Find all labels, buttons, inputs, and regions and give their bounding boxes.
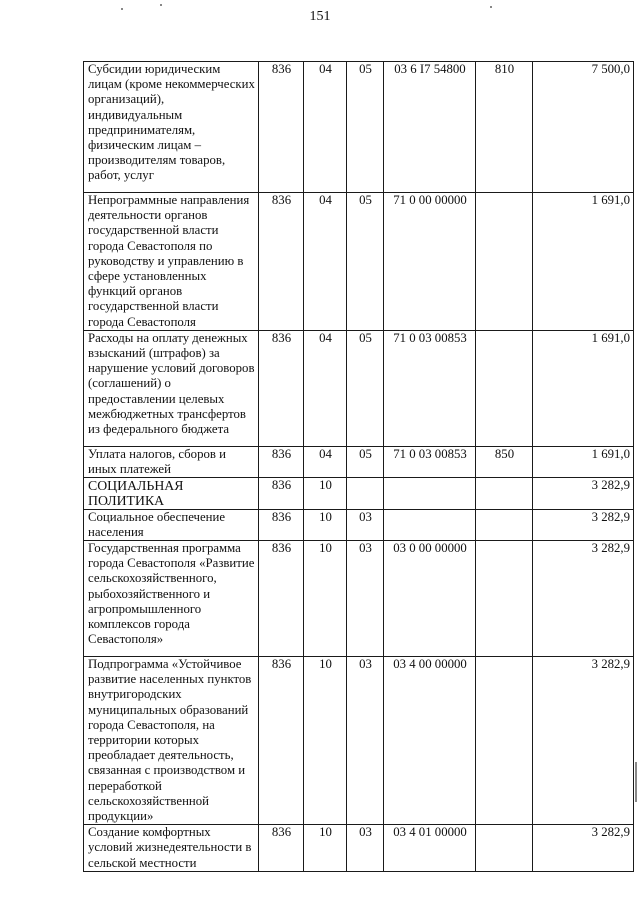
section-code: 10: [304, 657, 347, 825]
section-code: 10: [304, 541, 347, 657]
page-number: 151: [309, 9, 331, 24]
row-name: СОЦИАЛЬНАЯ ПОЛИТИКА: [84, 478, 259, 509]
subsection-code: 05: [347, 330, 384, 446]
section-code: 04: [304, 446, 347, 477]
target-article-code: 03 0 00 00000: [384, 541, 476, 657]
ministry-code: 836: [259, 541, 304, 657]
amount: 3 282,9: [533, 478, 634, 509]
target-article-code: [384, 478, 476, 509]
subsection-code: 03: [347, 509, 384, 540]
amount: 3 282,9: [533, 825, 634, 872]
section-code: 10: [304, 509, 347, 540]
ministry-code: 836: [259, 330, 304, 446]
subsection-code: 05: [347, 62, 384, 193]
ministry-code: 836: [259, 825, 304, 872]
target-article-code: 71 0 03 00853: [384, 446, 476, 477]
expense-type-code: [476, 330, 533, 446]
subsection-code: 03: [347, 657, 384, 825]
subsection-code: 03: [347, 541, 384, 657]
subsection-code: [347, 478, 384, 509]
table-row: [84, 825, 634, 872]
table-row: [84, 541, 634, 657]
target-article-code: 03 6 I7 54800: [384, 62, 476, 193]
amount: 7 500,0: [533, 62, 634, 193]
section-code: 04: [304, 62, 347, 193]
row-name: Расходы на оплату денежных взысканий (штрафов) за нарушение условий договоров (соглашений) о предоставлении целевых межбюджетных трансфертов из федерального бюджета: [84, 330, 259, 446]
expense-type-code: 810: [476, 62, 533, 193]
amount: 3 282,9: [533, 657, 634, 825]
budget-table: [83, 61, 634, 872]
table-row: [84, 446, 634, 477]
expense-type-code: 850: [476, 446, 533, 477]
subsection-code: 03: [347, 825, 384, 872]
scan-artifact: [635, 762, 637, 802]
scan-artifact: [121, 8, 123, 10]
expense-type-code: [476, 193, 533, 331]
target-article-code: 03 4 01 00000: [384, 825, 476, 872]
row-name: Непрограммные направления деятельности органов государственной власти города Севастополя по руководству и управлению в сфере установленных функций органов государственной власти города Севастополя: [84, 193, 259, 331]
target-article-code: 71 0 00 00000: [384, 193, 476, 331]
subsection-code: 05: [347, 446, 384, 477]
scan-artifact: [490, 6, 492, 8]
amount: 1 691,0: [533, 446, 634, 477]
target-article-code: 03 4 00 00000: [384, 657, 476, 825]
expense-type-code: [476, 825, 533, 872]
table-row: [84, 193, 634, 331]
expense-type-code: [476, 657, 533, 825]
table-row: [84, 330, 634, 446]
expense-type-code: [476, 478, 533, 509]
row-name: Уплата налогов, сборов и иных платежей: [84, 446, 259, 477]
ministry-code: 836: [259, 657, 304, 825]
row-name: Подпрограмма «Устойчивое развитие населенных пунктов внутригородских муниципальных образований города Севастополя, на территории которых преобладает деятельность, связанная с производством и переработкой сельскохозяйственной продукции»: [84, 657, 259, 825]
amount: 1 691,0: [533, 330, 634, 446]
target-article-code: 71 0 03 00853: [384, 330, 476, 446]
ministry-code: 836: [259, 193, 304, 331]
subsection-code: 05: [347, 193, 384, 331]
expense-type-code: [476, 509, 533, 540]
section-code: 04: [304, 330, 347, 446]
section-code: 10: [304, 825, 347, 872]
expense-type-code: [476, 541, 533, 657]
target-article-code: [384, 509, 476, 540]
section-code: 10: [304, 478, 347, 509]
row-name: Социальное обеспечение населения: [84, 509, 259, 540]
amount: 3 282,9: [533, 541, 634, 657]
scan-artifact: [160, 4, 162, 6]
table-row: [84, 478, 634, 509]
amount: 1 691,0: [533, 193, 634, 331]
ministry-code: 836: [259, 509, 304, 540]
table-row: [84, 62, 634, 193]
ministry-code: 836: [259, 478, 304, 509]
table-row: [84, 657, 634, 825]
row-name: Создание комфортных условий жизнедеятельности в сельской местности: [84, 825, 259, 872]
amount: 3 282,9: [533, 509, 634, 540]
row-name: Государственная программа города Севастополя «Развитие сельскохозяйственного, рыбохозяйственного и агропромышленного комплексов города Севастополя»: [84, 541, 259, 657]
row-name: Субсидии юридическим лицам (кроме некоммерческих организаций), индивидуальным предпринимателям, физическим лицам – производителям товаров, работ, услуг: [84, 62, 259, 193]
section-code: 04: [304, 193, 347, 331]
table-row: [84, 509, 634, 540]
ministry-code: 836: [259, 446, 304, 477]
ministry-code: 836: [259, 62, 304, 193]
